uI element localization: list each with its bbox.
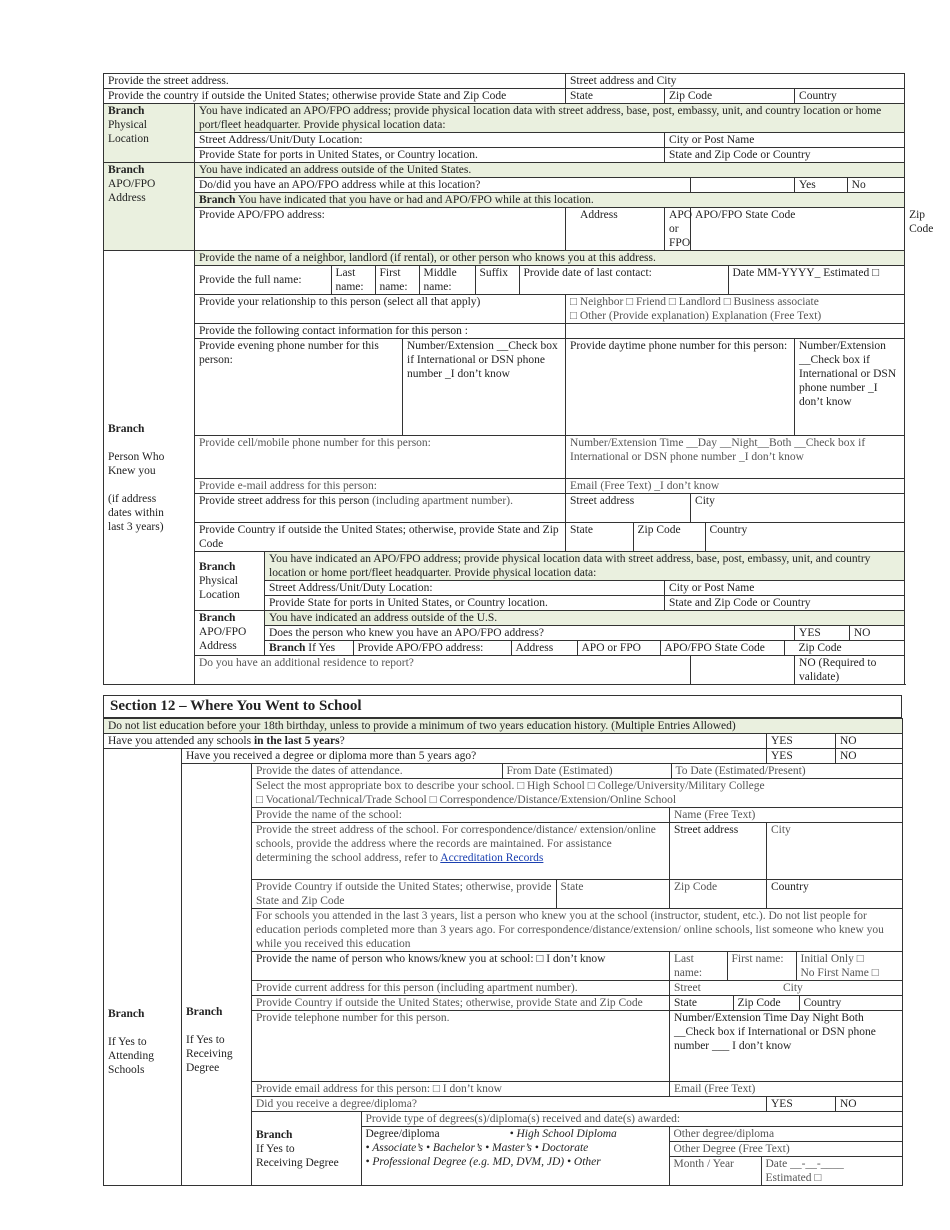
from-date-field[interactable]: From Date (Estimated) xyxy=(502,764,671,778)
spacer xyxy=(566,324,905,339)
address-field[interactable]: Address xyxy=(566,208,665,251)
evening-phone-label: Provide evening phone number for this person: xyxy=(195,339,403,436)
street-city-field[interactable]: Street address and City xyxy=(566,74,905,89)
first-name-field-2[interactable]: First name: xyxy=(727,952,796,980)
first-name-field[interactable]: First name: xyxy=(375,266,419,294)
branch-sub: APO/FPO xyxy=(108,178,156,190)
country-prompt-3: Provide Country if outside the United States; otherwise, provide State and Zip Code xyxy=(252,880,556,908)
street-person-text: Provide street address for this person xyxy=(199,495,370,507)
state-zip-country-field-2[interactable]: State and Zip Code or Country xyxy=(665,596,905,611)
no-first-name-option[interactable]: No First Name □ xyxy=(800,967,879,979)
street-address-field[interactable]: Street address xyxy=(566,494,691,523)
street-school-text: Provide the street address of the school. For correspondence/distance/ extension/online schools, provide the address where the records are maintained. For assistance determining the school address, refer to xyxy=(256,824,656,864)
branch-word: Branch xyxy=(108,164,145,176)
street-address-field-3[interactable]: Street address xyxy=(670,823,767,880)
did-you-have-apo: Do/did you have an APO/FPO address while at this location? xyxy=(195,178,691,193)
to-date-field[interactable]: To Date (Estimated/Present) xyxy=(675,765,806,777)
email-field-2[interactable]: Email (Free Text) xyxy=(670,1082,903,1097)
middle-name-field[interactable]: Middle name: xyxy=(419,266,475,294)
zip-field-3[interactable]: Zip Code xyxy=(670,880,767,909)
street-unit-field[interactable]: Street Address/Unit/Duty Location: xyxy=(195,133,665,148)
branch-sub: If Yes to xyxy=(186,1033,225,1046)
apo-state-code-field-2[interactable]: APO/FPO State Code xyxy=(660,641,784,655)
state-field-3[interactable]: State xyxy=(560,881,584,893)
apo-or-fpo-field[interactable]: APO or FPO xyxy=(665,208,691,251)
branch-word: Branch xyxy=(199,561,236,573)
street-unit-field-2[interactable]: Street Address/Unit/Duty Location: xyxy=(265,581,665,596)
state-field-2[interactable]: State xyxy=(566,523,633,551)
apo-or-fpo-field-2[interactable]: APO or FPO xyxy=(577,641,660,655)
last-3-years-text: For schools you attended in the last 3 years, list a person who knew you at the school (instructor, student, etc.). Do not list people for education periods completed more than 3 years ago. For correspondence/distance/extension/ online schools, list someone who knew you while you received this education xyxy=(252,909,903,952)
outside-us-text: You have indicated an address outside of the United States. xyxy=(195,163,905,178)
residence-table: Provide the street address. Street address and City Provide the country if outside the United States; otherwise provide State and Zip Code State Zip Code Country Branch Physical Location You have indicated an APO/FPO address; provide physical location data with street address, base, post, embassy, unit, and country location or home port/fleet headquarter. Provide physical location data: Street Address/Unit/Duty Location: City or Post Name Provide State for ports in United States, or Country location. State and Zip Code or Country Branch APO/FPO Address You have indicated an address outside of the United States. Do/did you have an APO/FPO address while at this location? Yes No Branch You have indicated that you have or had and APO/FPO while at this location. Provide APO/FPO address: Address APO or FPO APO/FPO State Code Zip Code Branch Person Who Knew you (if address dates within last 3 years) Provide the name of a neighbor, landlord (if rental), or other person who knows you at this address. Provide the full name: Last name: First name: Middle name: Suffix Provide date of last contact: Date MM-YYYY_ Estimated □ Provide your relationship to this person (select all that apply) □ Neighbor □ Friend □ Landlord □ Business associate □ Other (Provide explanation) Explanation (Free Text) Provide the following contact information for this person : Provide evening phone number for this person: Number/Extension __Check box if International or DSN phone number _I don’t know Provide daytime phone number for this person: Number/Extension __Check box if International or DSN phone number _I don’t know Provide cell/mobile phone number for this person: Number/Extension Time __Day __Night__Both __Check box if International or DSN phone number _I don’t know Provide e-mail address for this person: Email (Free Text) _I don’t know Provide street address for this person (including apartment number). Street address City Provide Country if outside the United States; otherwise, provide State and Zip Code State Zip Code Country Branch Physical Location You have indicated an APO/FPO address; provide physical location data with street address, base, post, embassy, unit, and country location or home port/fleet headquarter. Provide physical location data: Street Address/Unit/Duty Location: City or Post Name Provide State for ports in United States, or Country location. State and Zip Code or Country Branch APO/FPO Address You have indicated an address outside of the U.S. Does the person who knew you have an APO/FPO address? YES NO Branch If Yes Provide APO/FPO address: Address APO or FPO APO/FPO State Code Zip Code Do you have an additional residence to report? NO (Required to validate) xyxy=(103,73,905,685)
last-contact-label: Provide date of last contact: xyxy=(519,266,728,294)
country-field-4[interactable]: Country xyxy=(803,997,842,1009)
no-option[interactable]: No xyxy=(851,179,866,191)
section-12-title: Section 12 – Where You Went to School xyxy=(103,695,902,718)
degree-diploma-label: Degree/diploma xyxy=(365,1128,440,1140)
branch-word: Branch xyxy=(108,1008,145,1020)
zip-field-4[interactable]: Zip Code xyxy=(733,996,799,1010)
branch-word: Branch xyxy=(199,194,236,206)
had-apo-label: You have indicated that you have or had and APO/FPO while at this location. xyxy=(237,194,594,206)
branch-sub: (if address xyxy=(108,492,157,505)
degree-list[interactable] xyxy=(361,1127,669,1186)
additional-residence-question: Do you have an additional residence to report? xyxy=(195,656,691,685)
person-apo-question: Does the person who knew you have an APO/FPO address? xyxy=(265,626,795,641)
name-person-label: Provide the name of person who knows/knew you at school: □ I don’t know xyxy=(252,952,670,981)
last-name-field[interactable]: Last name: xyxy=(331,266,375,294)
form-sheet xyxy=(103,73,934,1186)
state-field-4[interactable]: State xyxy=(670,996,733,1010)
state-ports-field[interactable]: Provide State for ports in United States, or Country location. xyxy=(195,148,665,163)
relationship-label: Provide your relationship to this person (select all that apply) xyxy=(195,295,566,324)
branch-receiving-label xyxy=(182,764,252,1186)
street-field-4[interactable]: Street xyxy=(674,982,701,994)
apo-indicated-text-2: You have indicated an APO/FPO address; provide physical location data with street address, base, post, embassy, unit, and country location or home port/fleet headquarter. Provide physical location data: xyxy=(265,552,905,581)
branch-sub: Attending xyxy=(108,1050,154,1062)
city-field-3[interactable]: City xyxy=(767,823,903,880)
yes-option[interactable]: Yes xyxy=(795,178,847,192)
no-option-2[interactable]: NO xyxy=(853,627,871,639)
branch-sub: If Yes to xyxy=(108,1036,147,1048)
cell-phone-label: Provide cell/mobile phone number for this person: xyxy=(195,436,566,479)
state-zip-country-field[interactable]: State and Zip Code or Country xyxy=(665,148,905,163)
street-person-hint: (including apartment number). xyxy=(369,495,513,507)
yes-option-2[interactable]: YES xyxy=(795,626,849,640)
current-address-label: Provide current address for this person (including apartment number). xyxy=(252,981,670,996)
degree-options-row[interactable]: • Professional Degree (e.g. MD, DVM, JD) • Other xyxy=(365,1156,601,1168)
email-label-2: Provide email address for this person: □ I don’t know xyxy=(252,1082,670,1097)
dates-attendance-label: Provide the dates of attendance. xyxy=(252,764,502,778)
branch-attending-label xyxy=(104,749,182,1186)
branch-sub: APO/FPO xyxy=(199,626,247,638)
relationship-options[interactable] xyxy=(566,295,905,324)
spacer xyxy=(691,178,795,193)
branch-physical-label xyxy=(104,104,195,163)
outside-us-text-2: You have indicated an address outside of the U.S. xyxy=(265,611,905,626)
city-field[interactable]: City xyxy=(691,494,905,523)
name-school-field[interactable]: Name (Free Text) xyxy=(670,808,903,823)
no-option-4[interactable]: NO xyxy=(836,749,903,764)
relationship-options-row[interactable]: □ Other (Provide explanation) Explanation (Free Text) xyxy=(570,310,822,322)
branch-word: Branch xyxy=(256,1128,293,1141)
yes-option-5[interactable]: YES xyxy=(767,1097,836,1112)
attended-emph: in the last 5 years xyxy=(253,735,340,747)
branch-sub: Receiving xyxy=(186,1047,233,1060)
estimated-checkbox[interactable]: Estimated □ xyxy=(765,1172,822,1184)
city-post-field[interactable]: City or Post Name xyxy=(665,133,905,148)
last-name-field-2[interactable]: Last name: xyxy=(670,952,727,980)
no-option-5[interactable]: NO xyxy=(836,1097,903,1112)
branch-sub: If Yes to xyxy=(256,1142,295,1155)
branch-sub: Schools xyxy=(108,1064,145,1076)
branch-person-label xyxy=(104,251,195,685)
email-label: Provide e-mail address for this person: xyxy=(195,479,566,494)
apo-indicated-text: You have indicated an APO/FPO address; provide physical location data with street address, base, post, embassy, unit, and country location or home port/fleet headquarter. Provide physical location data: xyxy=(195,104,905,133)
had-apo-text xyxy=(195,193,905,208)
zip-field[interactable]: Zip Code xyxy=(665,89,795,104)
branch-word: Branch xyxy=(269,642,306,654)
zip-field-2[interactable]: Zip Code xyxy=(633,523,705,551)
branch-sub: Address xyxy=(108,192,146,204)
initial-only-option[interactable]: Initial Only □ xyxy=(800,953,864,965)
country-field[interactable]: Country xyxy=(795,89,905,104)
branch-sub: Address xyxy=(199,640,237,652)
branch-sub: Physical xyxy=(108,119,147,131)
initial-options[interactable] xyxy=(796,952,902,980)
school-type-row[interactable]: Select the most appropriate box to describe your school. □ High School □ College/University/Military College xyxy=(256,780,765,792)
country-prompt: Provide the country if outside the United States; otherwise provide State and Zip Code xyxy=(104,89,566,104)
contact-info-label: Provide the following contact information for this person : xyxy=(195,324,566,339)
if-yes-text: If Yes xyxy=(305,642,336,654)
full-name-label: Provide the full name: xyxy=(195,266,331,294)
suffix-field[interactable]: Suffix xyxy=(475,266,519,294)
evening-phone-field[interactable]: Number/Extension __Check box if International or DSN phone number _I don’t know xyxy=(403,339,566,436)
name-school-label: Provide the name of the school: xyxy=(252,808,670,823)
attended-end: ? xyxy=(339,735,345,747)
other-degree-label: Other degree/diploma xyxy=(669,1127,902,1142)
email-field[interactable]: Email (Free Text) _I don’t know xyxy=(566,479,905,494)
nested-branch-apo xyxy=(195,611,265,656)
city-post-field-2[interactable]: City or Post Name xyxy=(665,581,905,596)
yes-option-3[interactable]: YES xyxy=(767,734,836,749)
state-ports-field-2[interactable]: Provide State for ports in United States, or Country location. xyxy=(265,596,665,611)
street-prompt: Provide the street address. xyxy=(104,74,566,89)
daytime-phone-field[interactable]: Number/Extension __Check box if International or DSN phone number _I don’t know xyxy=(795,339,905,436)
street-person-label xyxy=(195,494,566,523)
country-field-3[interactable]: Country xyxy=(767,880,903,909)
branch-if-yes xyxy=(265,641,353,655)
relationship-options-row[interactable]: □ Neighbor □ Friend □ Landlord □ Business associate xyxy=(570,296,819,308)
branch-sub: Location xyxy=(108,133,149,145)
branch-receiving-degree xyxy=(252,1112,361,1185)
attended-question xyxy=(104,734,767,749)
country-prompt-2: Provide Country if outside the United States; otherwise, provide State and Zip Code xyxy=(195,523,566,552)
did-receive-question: Did you receive a degree/diploma? xyxy=(252,1097,767,1112)
street-school-label xyxy=(252,823,670,880)
branch-sub: Degree xyxy=(186,1061,220,1074)
school-type-select[interactable] xyxy=(252,779,903,808)
branch-word: Branch xyxy=(199,612,236,624)
state-field[interactable]: State xyxy=(566,89,665,104)
provide-apo-label: Provide APO/FPO address: xyxy=(195,208,566,251)
branch-word: Branch xyxy=(108,422,145,435)
date-estimated-field-2[interactable] xyxy=(761,1157,902,1186)
branch-sub: Physical xyxy=(199,575,238,587)
branch-sub: last 3 years) xyxy=(108,520,164,533)
telephone-field[interactable]: Number/Extension Time Day Night Both __Check box if International or DSN phone number ___ I don’t know xyxy=(670,1011,903,1082)
provide-apo-label-2: Provide APO/FPO address: xyxy=(353,641,511,655)
branch-apo-label xyxy=(104,163,195,251)
attended-text: Have you attended any schools xyxy=(108,735,254,747)
country-prompt-4: Provide Country if outside the United States; otherwise, provide State and Zip Code xyxy=(252,996,670,1011)
branch-word: Branch xyxy=(108,105,145,117)
no-option-3[interactable]: NO xyxy=(836,734,903,749)
month-year-field[interactable]: Month / Year xyxy=(669,1157,761,1186)
branch-sub: Receiving Degree xyxy=(256,1156,339,1169)
daytime-phone-label: Provide daytime phone number for this person: xyxy=(566,339,795,436)
provide-type-label: Provide type of degrees(s)/diploma(s) received and date(s) awarded: xyxy=(361,1112,902,1127)
neighbor-prompt: Provide the name of a neighbor, landlord (if rental), or other person who knows you at this address. xyxy=(195,251,905,266)
zip-code-field-2[interactable]: Zip Code xyxy=(798,642,842,654)
yes-option-4[interactable]: YES xyxy=(767,749,836,764)
address-field-2[interactable]: Address xyxy=(511,641,577,655)
branch-sub: Location xyxy=(199,589,240,601)
branch-sub: Person Who xyxy=(108,450,165,463)
branch-sub: Knew you xyxy=(108,464,156,477)
other-degree-field[interactable]: Other Degree (Free Text) xyxy=(669,1142,902,1157)
cell-phone-field[interactable]: Number/Extension Time __Day __Night__Both __Check box if International or DSN phone number _I don’t know xyxy=(566,436,905,479)
degree-options-row[interactable]: • Associate’s • Bachelor’s • Master’s • Doctorate xyxy=(365,1142,589,1154)
accreditation-records-link[interactable]: Accreditation Records xyxy=(440,852,544,864)
hs-diploma-option[interactable]: • High School Diploma xyxy=(509,1128,617,1140)
city-field-4[interactable]: City xyxy=(783,982,803,994)
date-field[interactable]: Date __-__-____ xyxy=(765,1158,844,1170)
apo-state-code-field[interactable]: APO/FPO State Code xyxy=(691,208,905,251)
date-estimated-field[interactable]: Date MM-YYYY_ Estimated □ xyxy=(732,267,880,279)
branch-word: Branch xyxy=(186,1005,223,1018)
branch-sub: dates within xyxy=(108,506,164,519)
telephone-label: Provide telephone number for this person. xyxy=(252,1011,670,1082)
degree-5-question: Have you received a degree or diploma more than 5 years ago? xyxy=(182,749,767,764)
school-type-row[interactable]: □ Vocational/Technical/Trade School □ Correspondence/Distance/Extension/Online School xyxy=(256,794,677,806)
no-required-option[interactable]: NO (Required to validate) xyxy=(799,657,877,683)
school-table xyxy=(103,718,903,1186)
nested-branch-physical xyxy=(195,552,265,611)
section-12-intro: Do not list education before your 18th birthday, unless to provide a minimum of two years education history. (Multiple Entries Allowed) xyxy=(104,719,903,734)
country-field-2[interactable]: Country xyxy=(709,524,748,536)
